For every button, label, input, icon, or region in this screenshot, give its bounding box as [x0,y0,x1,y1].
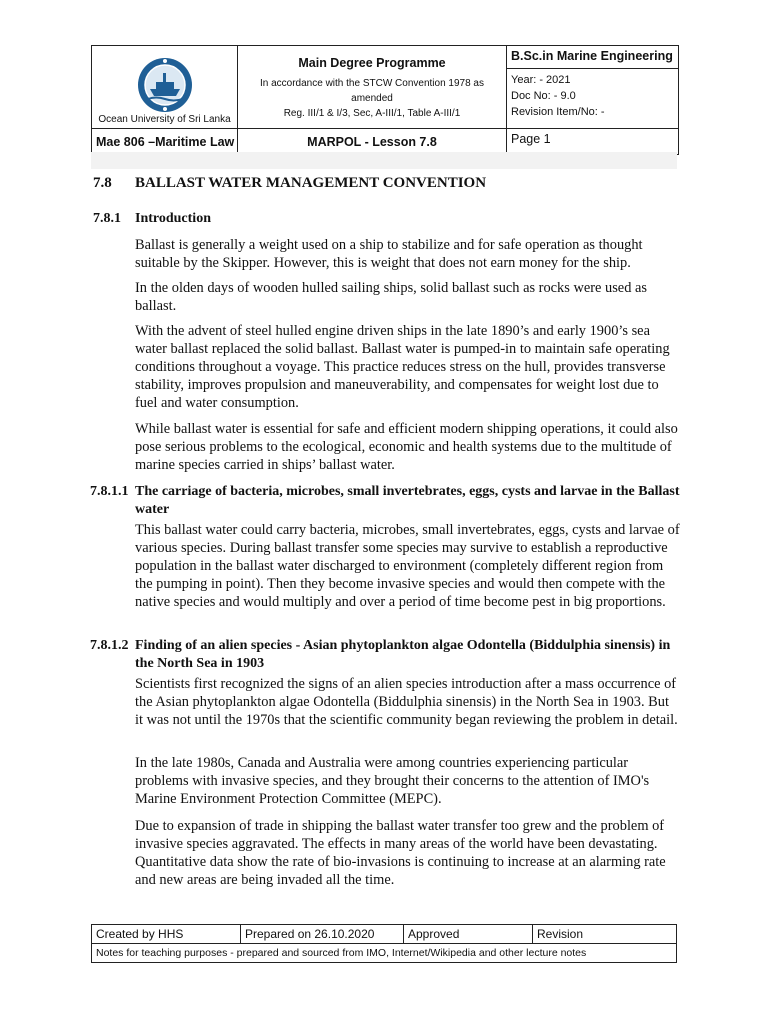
footer-approved: Approved [404,925,533,944]
degree-title: B.Sc.in Marine Engineering [507,46,678,69]
document-footer [91,924,677,963]
lesson-title: MARPOL - Lesson 7.8 [238,129,507,155]
page-number: Page 1 [507,129,679,155]
footer-created: Created by HHS [92,925,241,944]
subsubsection-heading-1 [90,483,680,518]
subsection-title: Introduction [135,211,211,226]
footer-prepared: Prepared on 26.10.2020 [241,925,404,944]
subsection-heading [93,211,211,227]
course-code: Mae 806 –Maritime Law [92,129,238,155]
header-shade-bar [91,152,677,169]
logo-cell [92,46,238,129]
document-header [91,45,679,155]
doc-number: Doc No: - 9.0 [511,90,576,102]
year-label: Year: - 2021 [511,74,571,86]
subsubsection-title-2: Finding of an alien species - Asian phytoplankton algae Odontella (Biddulphia sinensis) in the North Sea in 1903 [135,638,671,671]
programme-title: Main Degree Programme [298,56,446,70]
subsubsection-title-1: The carriage of bacteria, microbes, small invertebrates, eggs, cysts and larvae in the Ballast water [135,484,680,517]
programme-cell [238,46,507,129]
meta-cell [507,46,679,129]
footer-revision: Revision [533,925,677,944]
paragraph-7: In the late 1980s, Canada and Australia were among countries experiencing particular problems with invasive species, and they brought their concerns to the attention of IMO's Marine Environment Protection Committee (MEPC). [135,755,650,807]
paragraph-4: While ballast water is essential for safe and efficient modern shipping operations, it could also pose serious problems to the ecological, economic and health systems due to the multitude of marine species carried in ships’ ballast water. [135,421,678,473]
programme-regulation: Reg. III/1 & I/3, Sec, A-III/1, Table A-III/1 [283,108,461,119]
subsubsection-number-2: 7.8.1.2 [90,638,129,653]
footer-note: Notes for teaching purposes - prepared and sourced from IMO, Internet/Wikipedia and other lecture notes [92,944,677,963]
paragraph-3: With the advent of steel hulled engine driven ships in the late 1890’s and early 1900’s sea water ballast replaced the solid ballast. Ballast water is pumped-in to maintain safe operating conditions throughout a voyage. This practice reduces stress on the hull, provides transverse stability, improves propulsion and maneuverability, and compensates for weight lost due to fuel and water consumption. [135,323,670,411]
paragraph-5: This ballast water could carry bacteria, microbes, small invertebrates, eggs, cysts and larvae of various species. During ballast transfer some species may survive to establish a reproductive population in the ballast water discharged to environment (completely different region from the pumping in point). Then they become invasive species and would then compete with the native species and would multiply and over a period of time become pest in big proportions. [135,522,680,610]
university-logo [136,56,194,114]
section-heading [93,175,486,192]
subsection-number: 7.8.1 [93,211,121,226]
programme-subtitle: In accordance with the STCW Convention 1978 as amended [259,78,484,104]
paragraph-8: Due to expansion of trade in shipping the ballast water transfer too grew and the problem of invasive species aggravated. The effects in many areas of the world have been devastating. Quantitative data show the rate of bio-invasions is continuing to increase at an alarming rate and new areas are being invaded all the time. [135,818,666,888]
org-name: Ocean University of Sri Lanka [98,114,231,125]
paragraph-1: Ballast is generally a weight used on a ship to stabilize and for safe operation as thought suitable by the Skipper. However, this is weight that does not earn money for the ship. [135,237,643,271]
revision-item: Revision Item/No: - [511,106,605,118]
paragraph-2: In the olden days of wooden hulled sailing ships, solid ballast such as rocks were used as ballast. [135,280,647,314]
paragraph-6: Scientists first recognized the signs of an alien species introduction after a mass occurrence of the Asian phytoplankton algae Odontella (Biddulphia sinensis) in the North Sea in 1903. But it was not until the 1970s that the scientific community began reviewing the problem in detail. [135,676,678,728]
section-number: 7.8 [93,175,112,191]
subsubsection-number-1: 7.8.1.1 [90,484,129,499]
section-title: BALLAST WATER MANAGEMENT CONVENTION [135,175,487,191]
subsubsection-heading-2 [90,637,680,672]
